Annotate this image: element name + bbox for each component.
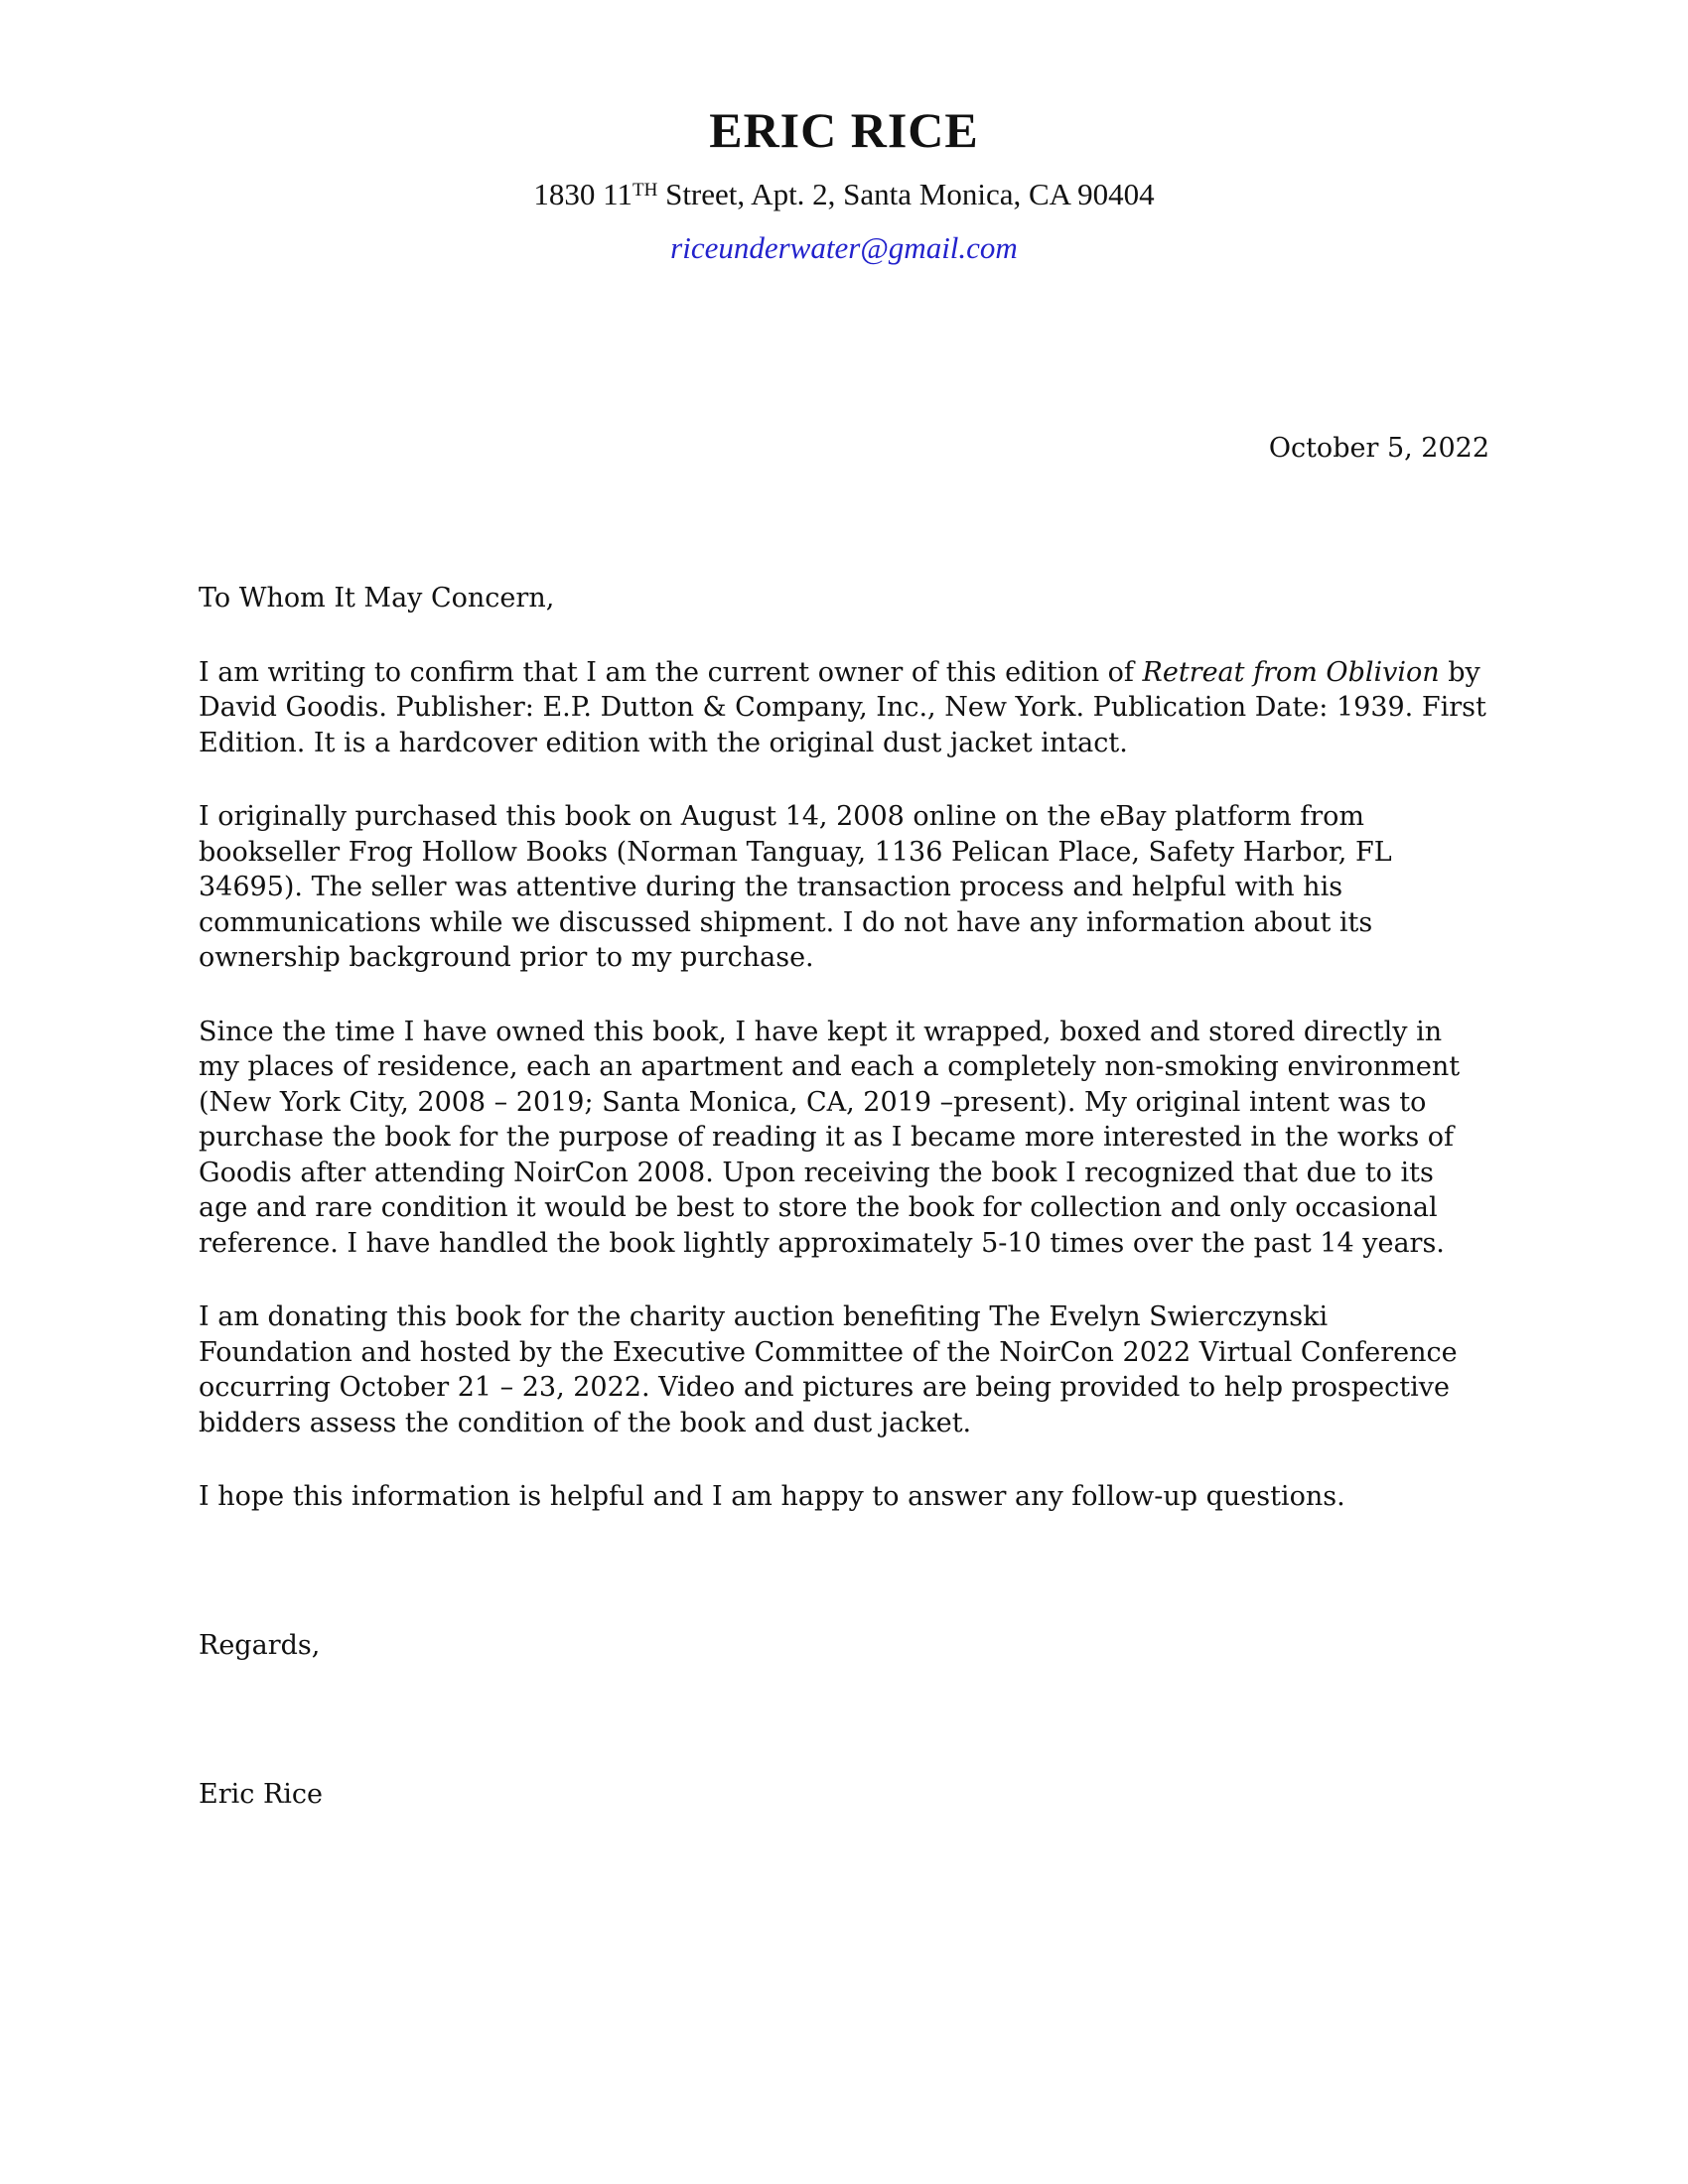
address-rest: Street, Apt. 2, Santa Monica, CA 90404 [657, 177, 1155, 211]
sender-address [0, 173, 1688, 216]
paragraph-ownership-start: I am writing to confirm that I am the current owner of this edition of [199, 656, 1143, 688]
book-title: Retreat from Oblivion [1142, 656, 1440, 688]
letter-body [199, 581, 1489, 1813]
address-number: 1830 11 [533, 177, 633, 211]
letterhead [0, 95, 1688, 270]
sender-name: ERIC RICE [709, 102, 979, 158]
regards: Regards, [199, 1629, 321, 1661]
signature-name: Eric Rice [199, 1779, 324, 1810]
sender-email-link[interactable]: riceunderwater@gmail.com [670, 230, 1018, 265]
paragraph-purchase: I originally purchased this book on August 14, 2008 online on the eBay platform from bookseller Frog Hollow Books (Norman Tanguay, 1136 Pelican Place, Safety Harbor, FL 34695). The seller was attentive during the transaction process and helpful with his communications while we discussed shipment. I do not have any information about its ownership background prior to my purchase. [199, 801, 1392, 973]
paragraph-donation: I am donating this book for the charity auction benefiting The Evelyn Swierczynski Foundation and hosted by the Executive Committee of the NoirCon 2022 Virtual Conference occurring October 21 – 23, 2022. Video and pictures are being provided to help prospective bidders assess the condition of the book and dust jacket. [199, 1301, 1458, 1438]
paragraph-ownership [199, 655, 1489, 761]
closing-line: I hope this information is helpful and I am happy to answer any follow-up questions. [199, 1481, 1345, 1512]
letter-date: October 5, 2022 [1268, 433, 1489, 464]
salutation: To Whom It May Concern, [199, 583, 555, 614]
paragraph-ownership-end: by David Goodis. Publisher: E.P. Dutton & Company, Inc., New York. Publication Date: 1939. First Edition. It is a hardcover edition with the original dust jacket intact. [199, 656, 1486, 758]
paragraph-storage: Since the time I have owned this book, I have kept it wrapped, boxed and stored directly in my places of residence, each an apartment and each a completely non-smoking environment (New York City, 2008 – 2019; Santa Monica, CA, 2019 –present). My original intent was to purchase the book for the purpose of reading it as I became more interested in the works of Goodis after attending NoirCon 2008. Upon receiving the book I recognized that due to its age and rare condition it would be best to store the book for collection and only occasional reference. I have handled the book lightly approximately 5-10 times over the past 14 years. [199, 1016, 1461, 1259]
address-ordinal-suffix: TH [633, 180, 658, 201]
